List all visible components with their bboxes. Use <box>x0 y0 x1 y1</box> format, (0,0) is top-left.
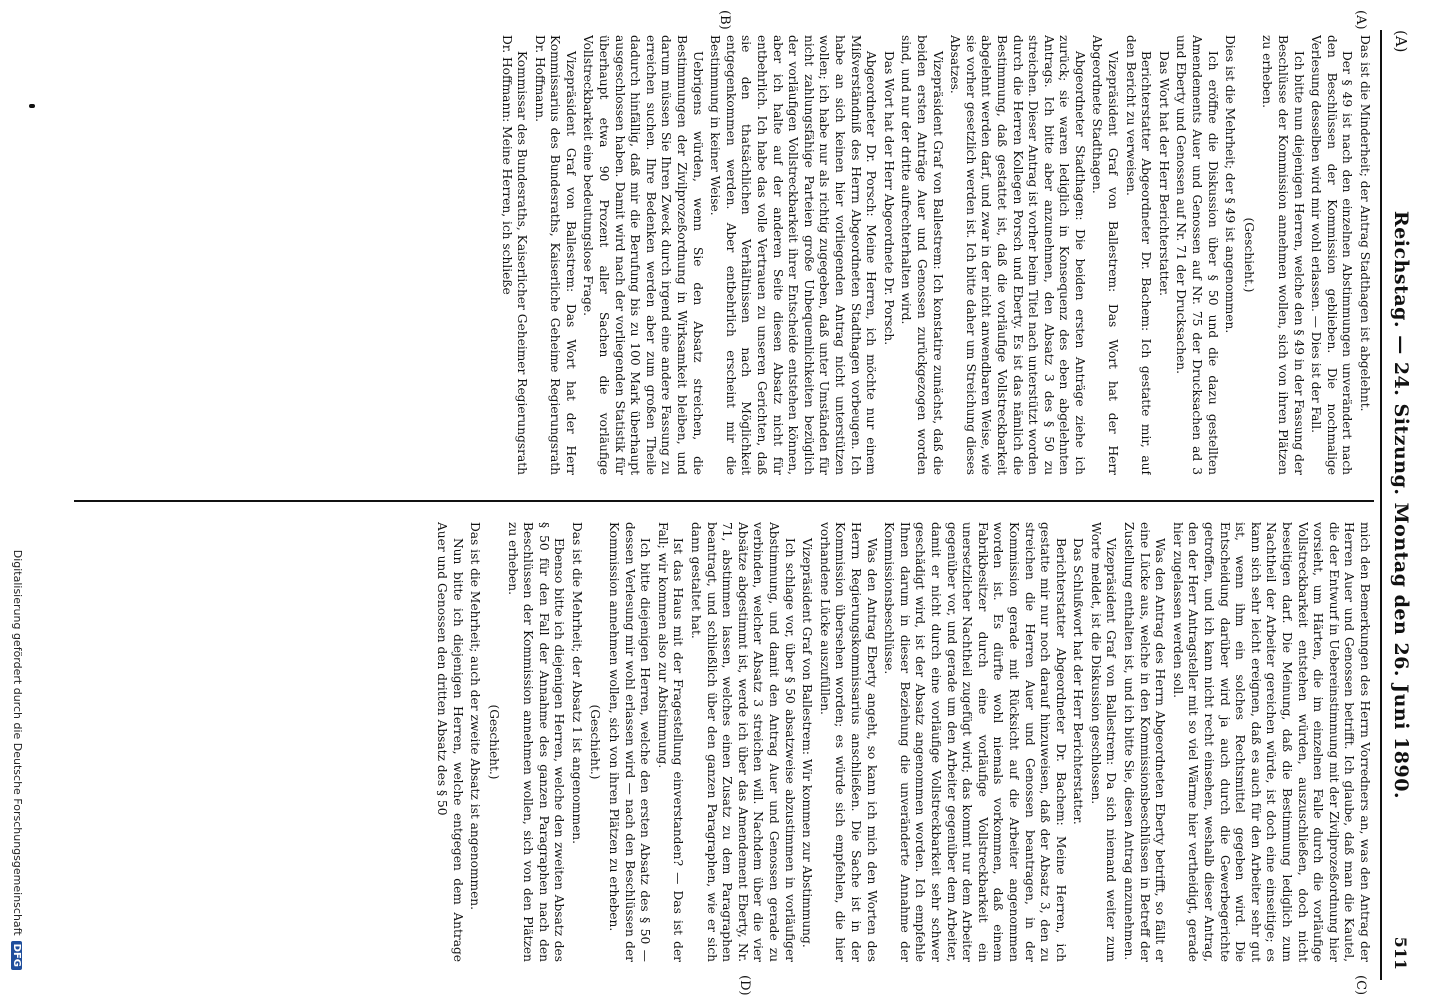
paragraph: Was den Antrag Eberty angeht, so kann ich mich den Worten des Herrn Regierungskommissarius anschließen. Die Sache ist in der Kommission übersehen worden; es würde sich empfehlen, die hier vorhandene Lücke auszufüllen. <box>817 522 879 962</box>
page-header <box>1384 30 1414 980</box>
margin-mark-d: (D) <box>737 975 752 996</box>
speaker-paragraph: Abgeordneter Dr. Porsch: Meine Herren, ich möchte nur einem Mißverständniß des Herrn Abgeordneten Stadthagen vorbeugen. Ich habe an sich keinen hier vorliegenden Antrag nicht unterstützen wollen; ich habe nur als richtig zugegeben, daß unter Umständen für nicht zahlungsfähige Parteien große Unbequemlichkeiten bezüglich der vorläufigen Vollstreckbarkeit ihrer Entscheide entstehen können, aber ich halte auf der anderen Seite diesen Absatz nicht für entbehrlich. Ich habe das volle Vertrauen zu unseren Gerichten, daß sie den thatsächlichen Verhältnissen nach Möglichkeit entgegenkommen werden. Aber entbehrlich erscheint mir die Bestimmung in keiner Weise. <box>708 35 879 475</box>
column-divider <box>74 500 1374 502</box>
paragraph: Das Wort hat der Herr Berichterstatter. <box>1156 51 1171 297</box>
paragraph: Das ist die Mehrheit; auch der zweite Absatz ist angenommen. <box>468 522 483 911</box>
margin-mark-b: (B) <box>717 10 732 30</box>
paragraph: Uebrigens würden, wenn Sie den Absatz streichen, die Bestimmungen der Zivilprozeßordnung in Wirksamkeit bleiben, und darum müssen Sie Ihren Zweck durch irgend eine andere Fassung zu erreichen suchen. Ihre Bedenken werden aber zum großen Theile dadurch hinfällig, daß mir die Berufung bis zu 100 Mark überhaupt ausgeschlossen haben. Damit wird nach der vorliegenden Statistik für überhaupt etwa 90 Prozent aller Sachen die vorläufige Vollstreckbarkeit eine bedeutungslose Frage. <box>581 35 705 475</box>
ink-speck <box>29 104 35 108</box>
speaker-paragraph: Vizepräsident Graf von Ballestrem: Wir kommen zur Abstimmung. <box>800 538 815 948</box>
margin-mark-a: (A) <box>1353 10 1368 30</box>
paragraph: Das Wort hat der Herr Abgeordnete Dr. Porsch. <box>881 51 896 346</box>
paragraph: Das ist die Minderheit; der Antrag Stadthagen ist abgelehnt. <box>1358 35 1372 412</box>
paragraph: Ich bitte nun diejenigen Herren, welche den § 49 in der Fassung der Beschlüsse der Kommission annehmen wollen, sich von ihren Plätzen zu erheben. <box>1260 35 1306 475</box>
speaker-paragraph: Berichterstatter Abgeordneter Dr. Bachem: Meine Herren, ich gestatte mir nur noch darauf hinzuweisen, daß der Absatz 3, den zu streichen die Herren Auer und Genossen beantragen, in der Kommission gerade mit Rücksicht auf die Arbeiter angenommen worden ist. Es dürfte wohl niemals vorkommen, daß einem Fabrikbesitzer durch eine vorläufige Vollstreckbarkeit ein unersetzlicher Nachtheil zugefügt wird; das kommt nur dem Arbeiter gegenüber vor, und gerade um den Arbeiter gegenüber dem Arbeiter, damit er nicht durch eine vorläufige Vollstreckbarkeit sehr schwer geschädigt wird, ist der Absatz angenommen worden. Ich empfehle Ihnen darum in dieser Beziehung die unveränderte Annahme der Kommissionsbeschlüsse. <box>882 522 1068 962</box>
page-title: Reichstag. — 24. Sitzung. Montag den 26. Juni 1890. <box>1390 210 1412 800</box>
paragraph: Das Schlußwort hat der Herr Berichterstatter. <box>1071 538 1086 825</box>
margin-mark-c: (C) <box>1353 975 1368 996</box>
paragraph: Ich bitte diejenigen Herren, welche den ersten Absatz des § 50 — dessen Verlesung mir wohl erlassen wird — nach den Beschlüssen der Kommission annehmen wollen, sich von ihren Plätzen zu erheben. <box>607 522 653 962</box>
paragraph: Dies ist die Mehrheit; der § 49 ist angenommen. <box>1223 35 1238 334</box>
digitization-footer <box>11 0 24 970</box>
paragraph: Ebenso bitte ich diejenigen Herren, welche den zweiten Absatz des § 50 für den Fall der Annahme des ganzen Paragraphen nach den Beschlüssen der Kommission annehmen wollen, sich von den Plätzen zu erheben. <box>505 522 567 962</box>
paragraph: Ich eröffne die Diskussion über § 50 und die dazu gestellten Amendements Auer und Genossen auf Nr. 75 der Drucksachen ad 3 und Eberty und Genossen auf Nr. 71 der Drucksachen. <box>1174 35 1220 475</box>
footer-text: Digitalisierung gefördert durch die Deutsche Forschungsgemeinschaft <box>11 549 24 936</box>
speaker-paragraph: Vizepräsident Graf von Ballestrem: Das Wort hat der Herr Kommissarius des Bundesraths, Kaiserliche Geheime Regierungsrath Dr. Hoffmann. <box>532 35 578 475</box>
speaker-paragraph: Kommissar des Bundesraths, Kaiserlicher Geheimer Regierungsrath Dr. Hoffmann: Meine Herren, ich schließe <box>499 35 530 475</box>
paragraph: Ich schlage vor, über § 50 absatzweise abzustimmen in vorläufiger Abstimmung, und damit den Antrag Auer und Genossen gerade zu verbinden, welcher Absatz 3 streichen will. Nachdem über die vier Absätze abgestimmt ist, werde ich über das Amendement Eberty, Nr. 71, abstimmen lassen, welches einen Zusatz zu dem Paragraphen beantragt, und schließlich über den ganzen Paragraphen, wie er sich dann gestaltet hat. <box>689 522 797 962</box>
paragraph: Der § 49 ist nach den einzelnen Abstimmungen unverändert nach den Beschlüssen der Kommission geblieben. Die nochmalige Verlesung desselben wird mir wohl erlassen. — Dies ist der Fall. <box>1309 35 1355 475</box>
stage-direction: (Geschieht.) <box>486 704 501 780</box>
page-number: 511 <box>1391 936 1410 970</box>
right-column <box>72 522 1372 962</box>
paragraph: Was den Antrag des Herrn Abgeordneten Eberty betrifft, so fällt er eine Lücke aus, welche in den Kommissionsbeschlüssen in Betreff der Zustellung enthalten ist, und ich bitte Sie, diesen Antrag anzunehmen. <box>1122 522 1168 962</box>
speaker-paragraph: Vizepräsident Graf von Ballestrem: Da sich niemand weiter zum Worte meldet, ist die Diskussion geschlossen. <box>1088 522 1119 962</box>
stage-direction: (Geschieht.) <box>588 704 603 780</box>
paragraph: Das ist die Mehrheit; der Absatz 1 ist angenommen. <box>569 522 584 845</box>
speaker-paragraph: Vizepräsident Graf von Ballestrem: Ich konstatire zunächst, daß die beiden ersten Anträge Auer und Genossen zurückgezogen worden sind, und nur der dritte aufrechterhalten wird. <box>899 35 945 475</box>
header-left-marker: (A) <box>1392 30 1410 53</box>
paragraph: Nun bitte ich diejenigen Herren, welche entgegen dem Antrage Auer und Genossen den dritten Absatz des § 50 <box>435 522 465 962</box>
stage-direction: (Geschieht.) <box>1241 217 1256 293</box>
paragraph: mich den Bemerkungen des Herrn Vorredners an, was den Antrag der Herren Auer und Genossen betrifft. Ich glaube, daß man die Kautel, die der Entwurf in Uebereinstimmung mit der Zivilprozeßordnung hier vorsieht, um Härten, die im einzelnen Falle durch die vorläufige Vollstreckbarkeit entstehen würden, auszuschließen, doch nicht beseitigen darf. Die Meinung, daß die Bestimmung lediglich zum Nachtheil der Arbeiter gereichen würde, ist doch eine einseitige; es kann sich sehr leicht ereignen, daß es auch für den Arbeiter sehr gut ist, wenn ihm ein solches Rechtsmittel gegeben wird. Die Entscheidung darüber wird ja auch durch die Gewerbegerichte getroffen, und ich kann nicht recht einsehen, weshalb dieser Antrag, den der Herr Antragsteller mit so viel Wärme hier vertheidigt, gerade hier zugelassen werden soll. <box>1170 522 1372 962</box>
paragraph: Ist das Haus mit der Fragestellung einverstanden? — Das ist der Fall; wir kommen also zur Abstimmung. <box>655 522 686 962</box>
header-rule <box>1380 30 1382 980</box>
speaker-paragraph: Vizepräsident Graf von Ballestrem: Das Wort hat der Herr Abgeordnete Stadthagen. <box>1090 35 1121 475</box>
dfg-logo: DFG <box>11 941 22 970</box>
left-column <box>72 35 1372 475</box>
speaker-paragraph: Berichterstatter Abgeordneter Dr. Bachem: Ich gestatte mir, auf den Bericht zu verweisen. <box>1123 35 1154 475</box>
speaker-paragraph: Abgeordneter Stadthagen: Die beiden ersten Anträge ziehe ich zurück; sie waren lediglich in Konsequenz des eben abgelehnten Antrags. Ich bitte aber anzunehmen, den Absatz 3 des § 50 zu streichen. Dieser Antrag ist vorher beim Titel nach unterstützt worden durch die Herren Kollegen Porsch und Eberty. Es ist das nämlich die Bestimmung, daß gestattet ist, daß die vorläufige Vollstreckbarkeit abgelehnt werden darf, und zwar in der nicht anwendbaren Weise, wie sie vorher gesetzlich werden ist. Ich bitte daher um Streichung dieses Absatzes. <box>948 35 1087 475</box>
